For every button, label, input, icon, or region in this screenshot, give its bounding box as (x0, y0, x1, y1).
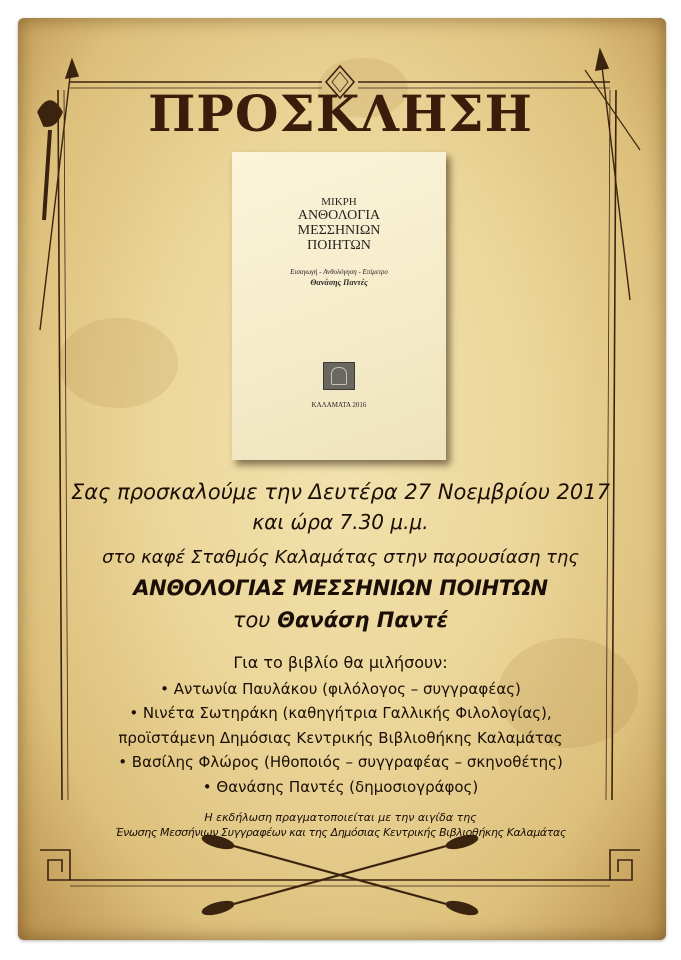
book-small-title: ΜΙΚΡΗ (321, 196, 357, 208)
speaker-line: • Θανάσης Παντές (δημοσιογράφος) (202, 778, 479, 796)
speaker-line: • Βασίλης Φλώρος (Ηθοποιός – συγγραφέας – σκηνοθέτης) (118, 753, 563, 771)
page-title: ΠΡΟΣΚΛΗΣΗ (148, 84, 533, 143)
book-subtitle: Εισαγωγή - Ανθολόγηση - Επίμετρο (290, 268, 388, 276)
book-title (232, 208, 446, 253)
speaker-line: • Νινέτα Σωτηράκη (καθηγήτρια Γαλλικής Φιλολογίας), (129, 704, 552, 722)
footer-line: Ένωσης Μεσσήνιων Συγγραφέων και της Δημόσιας Κεντρικής Βιβλιοθήκης Καλαμάτας (115, 826, 566, 839)
invite-time: και ώρα 7.30 μ.μ. (252, 510, 429, 534)
book-place-year: ΚΑΛΑΜΑΤΑ 2016 (311, 401, 367, 409)
invite-author (0, 608, 681, 632)
invite-venue: στο καφέ Σταθμός Καλαμάτας στην παρουσίαση της (102, 547, 579, 568)
speakers-heading: Για το βιβλίο θα μιλήσουν: (233, 653, 448, 672)
book-cover (232, 152, 446, 460)
book-title-line: ΑΝΘΟΛΟΓΙΑ (297, 208, 381, 223)
invite-author-name: Θανάση Παντέ (277, 608, 449, 632)
invite-book-title: ΑΝΘΟΛΟΓΙΑΣ ΜΕΣΣΗΝΙΩΝ ΠΟΙΗΤΩΝ (133, 576, 548, 600)
invite-date: Σας προσκαλούμε την Δευτέρα 27 Νοεμβρίου 2017 (71, 480, 610, 504)
invite-author-prefix: του (232, 608, 271, 632)
footer-line: Η εκδήλωση πραγματοποιείται με την αιγίδα της (204, 811, 477, 824)
book-author: Θανάσης Παντές (310, 278, 368, 287)
book-title-line: ΜΕΣΣΗΝΙΩΝ (297, 223, 381, 238)
book-title-line: ΠΟΙΗΤΩΝ (307, 238, 371, 253)
speaker-line: προϊστάμενη Δημόσιας Κεντρικής Βιβλιοθήκης Καλαμάτας (118, 729, 563, 747)
speaker-line: • Αντωνία Παυλάκου (φιλόλογος – συγγραφέας) (160, 680, 521, 698)
publisher-emblem-icon (323, 362, 355, 390)
